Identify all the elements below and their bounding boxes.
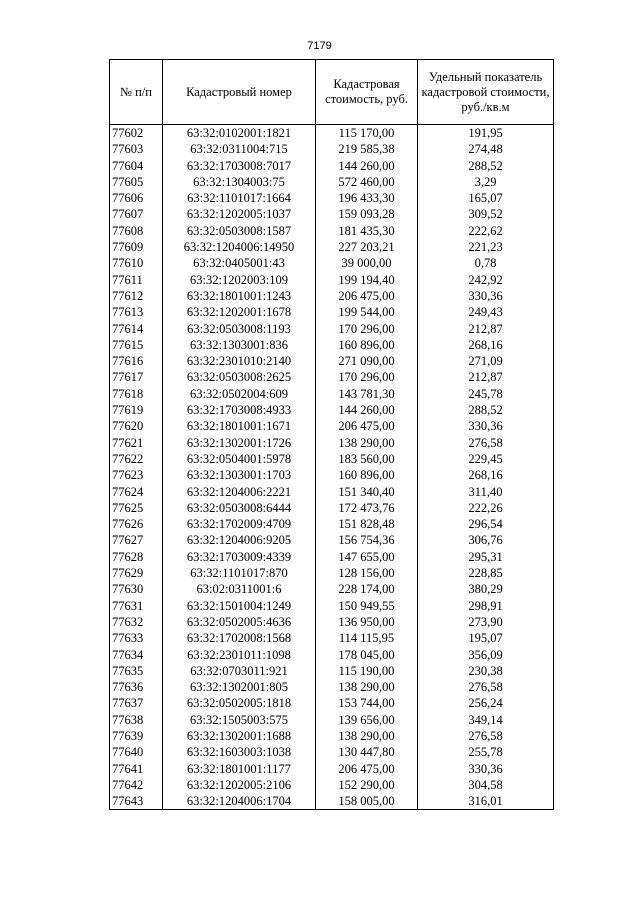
cell-cadastral-value: 153 744,00 — [316, 695, 418, 711]
cell-specific-indicator: 274,48 — [418, 141, 554, 157]
table-row — [110, 353, 554, 369]
header-num: № п/п — [110, 60, 163, 125]
cell-cadastral-value: 150 949,55 — [316, 598, 418, 614]
cell-num: 77624 — [110, 484, 163, 500]
cell-num: 77603 — [110, 141, 163, 157]
table-row — [110, 679, 554, 695]
cell-specific-indicator: 273,90 — [418, 614, 554, 630]
table-row — [110, 451, 554, 467]
table-row — [110, 695, 554, 711]
cell-num: 77611 — [110, 272, 163, 288]
cell-specific-indicator: 268,16 — [418, 337, 554, 353]
cell-cadastral-value: 39 000,00 — [316, 255, 418, 271]
cell-cadastral-number: 63:32:1204006:14950 — [163, 239, 316, 255]
cell-specific-indicator: 330,36 — [418, 418, 554, 434]
cell-cadastral-number: 63:32:1801001:1671 — [163, 418, 316, 434]
cell-cadastral-value: 206 475,00 — [316, 418, 418, 434]
cell-cadastral-value: 152 290,00 — [316, 777, 418, 793]
table-row — [110, 206, 554, 222]
cell-cadastral-number: 63:32:1202005:2106 — [163, 777, 316, 793]
cell-num: 77625 — [110, 500, 163, 516]
cell-num: 77620 — [110, 418, 163, 434]
cadastral-table — [109, 59, 554, 810]
cell-num: 77622 — [110, 451, 163, 467]
cell-num: 77635 — [110, 663, 163, 679]
cell-num: 77606 — [110, 190, 163, 206]
cell-cadastral-value: 572 460,00 — [316, 174, 418, 190]
cell-cadastral-value: 147 655,00 — [316, 549, 418, 565]
cell-cadastral-value: 136 950,00 — [316, 614, 418, 630]
cell-cadastral-value: 130 447,80 — [316, 744, 418, 760]
cell-cadastral-value: 219 585,38 — [316, 141, 418, 157]
cell-cadastral-value: 159 093,28 — [316, 206, 418, 222]
cell-cadastral-value: 160 896,00 — [316, 337, 418, 353]
cell-num: 77613 — [110, 304, 163, 320]
cell-specific-indicator: 288,52 — [418, 158, 554, 174]
table-row — [110, 793, 554, 810]
table-row — [110, 223, 554, 239]
cell-specific-indicator: 330,36 — [418, 761, 554, 777]
cell-num: 77630 — [110, 581, 163, 597]
table-row — [110, 630, 554, 646]
cell-cadastral-value: 144 260,00 — [316, 402, 418, 418]
table-row — [110, 288, 554, 304]
cell-num: 77637 — [110, 695, 163, 711]
cell-specific-indicator: 380,29 — [418, 581, 554, 597]
cell-cadastral-value: 128 156,00 — [316, 565, 418, 581]
cell-specific-indicator: 255,78 — [418, 744, 554, 760]
cell-cadastral-number: 63:32:0311004:715 — [163, 141, 316, 157]
cell-cadastral-number: 63:32:1703008:7017 — [163, 158, 316, 174]
cell-specific-indicator: 191,95 — [418, 125, 554, 142]
table-row — [110, 647, 554, 663]
header-specific-indicator: Удельный показатель кадастровой стоимости, руб./кв.м — [418, 60, 554, 125]
cell-cadastral-number: 63:32:1101017:870 — [163, 565, 316, 581]
cell-num: 77615 — [110, 337, 163, 353]
cell-specific-indicator: 311,40 — [418, 484, 554, 500]
table-row — [110, 190, 554, 206]
cell-cadastral-value: 115 170,00 — [316, 125, 418, 142]
cell-num: 77618 — [110, 386, 163, 402]
cell-cadastral-number: 63:32:1202003:109 — [163, 272, 316, 288]
cell-cadastral-number: 63:32:1101017:1664 — [163, 190, 316, 206]
cell-cadastral-number: 63:32:0502005:1818 — [163, 695, 316, 711]
cell-num: 77612 — [110, 288, 163, 304]
cell-cadastral-number: 63:32:1801001:1243 — [163, 288, 316, 304]
cell-cadastral-value: 139 656,00 — [316, 712, 418, 728]
cell-cadastral-number: 63:32:1801001:1177 — [163, 761, 316, 777]
cell-num: 77614 — [110, 321, 163, 337]
cell-cadastral-number: 63:32:0102001:1821 — [163, 125, 316, 142]
cell-cadastral-number: 63:32:0502005:4636 — [163, 614, 316, 630]
cell-cadastral-value: 143 781,30 — [316, 386, 418, 402]
cell-specific-indicator: 304,58 — [418, 777, 554, 793]
cell-cadastral-number: 63:32:1304003:75 — [163, 174, 316, 190]
cell-cadastral-number: 63:32:1505003:575 — [163, 712, 316, 728]
cell-num: 77604 — [110, 158, 163, 174]
table-row — [110, 484, 554, 500]
cell-cadastral-value: 170 296,00 — [316, 321, 418, 337]
cell-cadastral-value: 144 260,00 — [316, 158, 418, 174]
cell-num: 77631 — [110, 598, 163, 614]
table-row — [110, 272, 554, 288]
cell-specific-indicator: 221,23 — [418, 239, 554, 255]
cell-specific-indicator: 276,58 — [418, 679, 554, 695]
cell-cadastral-value: 158 005,00 — [316, 793, 418, 810]
cell-cadastral-number: 63:32:1202001:1678 — [163, 304, 316, 320]
cell-cadastral-number: 63:32:2301011:1098 — [163, 647, 316, 663]
cell-cadastral-value: 206 475,00 — [316, 288, 418, 304]
cell-cadastral-value: 151 828,48 — [316, 516, 418, 532]
cell-cadastral-number: 63:32:1703009:4339 — [163, 549, 316, 565]
cell-num: 77640 — [110, 744, 163, 760]
cell-cadastral-value: 199 194,40 — [316, 272, 418, 288]
cell-num: 77643 — [110, 793, 163, 810]
cell-num: 77632 — [110, 614, 163, 630]
cell-cadastral-value: 114 115,95 — [316, 630, 418, 646]
cell-num: 77626 — [110, 516, 163, 532]
header-cadastral-number: Кадастровый номер — [163, 60, 316, 125]
cell-num: 77605 — [110, 174, 163, 190]
table-row — [110, 125, 554, 142]
cell-cadastral-value: 172 473,76 — [316, 500, 418, 516]
cell-num: 77616 — [110, 353, 163, 369]
table-row — [110, 337, 554, 353]
cell-cadastral-number: 63:32:1204006:2221 — [163, 484, 316, 500]
cell-num: 77609 — [110, 239, 163, 255]
cell-num: 77621 — [110, 435, 163, 451]
cell-specific-indicator: 276,58 — [418, 728, 554, 744]
cell-cadastral-value: 178 045,00 — [316, 647, 418, 663]
cell-num: 77641 — [110, 761, 163, 777]
cell-cadastral-value: 138 290,00 — [316, 435, 418, 451]
table-row — [110, 761, 554, 777]
cell-specific-indicator: 295,31 — [418, 549, 554, 565]
cell-specific-indicator: 309,52 — [418, 206, 554, 222]
cell-specific-indicator: 268,16 — [418, 467, 554, 483]
cell-specific-indicator: 256,24 — [418, 695, 554, 711]
cell-cadastral-number: 63:32:1302001:805 — [163, 679, 316, 695]
cell-num: 77628 — [110, 549, 163, 565]
cell-cadastral-value: 183 560,00 — [316, 451, 418, 467]
cell-specific-indicator: 356,09 — [418, 647, 554, 663]
cell-cadastral-value: 115 190,00 — [316, 663, 418, 679]
cell-cadastral-number: 63:32:0504001:5978 — [163, 451, 316, 467]
cell-num: 77623 — [110, 467, 163, 483]
cell-specific-indicator: 330,36 — [418, 288, 554, 304]
cell-num: 77602 — [110, 125, 163, 142]
cell-specific-indicator: 306,76 — [418, 532, 554, 548]
cell-specific-indicator: 222,62 — [418, 223, 554, 239]
table-row — [110, 565, 554, 581]
cell-cadastral-number: 63:32:0703011:921 — [163, 663, 316, 679]
table-row — [110, 549, 554, 565]
cell-num: 77642 — [110, 777, 163, 793]
cell-cadastral-value: 271 090,00 — [316, 353, 418, 369]
cell-specific-indicator: 249,43 — [418, 304, 554, 320]
cell-specific-indicator: 0,78 — [418, 255, 554, 271]
cell-cadastral-value: 227 203,21 — [316, 239, 418, 255]
cell-cadastral-number: 63:32:0503008:2625 — [163, 369, 316, 385]
cell-specific-indicator: 228,85 — [418, 565, 554, 581]
table-row — [110, 663, 554, 679]
table-row — [110, 239, 554, 255]
cell-cadastral-value: 138 290,00 — [316, 679, 418, 695]
cell-cadastral-number: 63:32:0503008:6444 — [163, 500, 316, 516]
cell-num: 77629 — [110, 565, 163, 581]
cell-num: 77610 — [110, 255, 163, 271]
cell-num: 77638 — [110, 712, 163, 728]
table-row — [110, 402, 554, 418]
cell-num: 77617 — [110, 369, 163, 385]
table-row — [110, 418, 554, 434]
cell-cadastral-number: 63:32:0405001:43 — [163, 255, 316, 271]
cell-cadastral-number: 63:32:1302001:1688 — [163, 728, 316, 744]
cell-specific-indicator: 298,91 — [418, 598, 554, 614]
cell-cadastral-number: 63:32:1501004:1249 — [163, 598, 316, 614]
cell-specific-indicator: 316,01 — [418, 793, 554, 810]
table-row — [110, 728, 554, 744]
cell-cadastral-number: 63:32:1303001:1703 — [163, 467, 316, 483]
cell-cadastral-value: 199 544,00 — [316, 304, 418, 320]
cell-num: 77627 — [110, 532, 163, 548]
table-row — [110, 500, 554, 516]
cell-cadastral-number: 63:32:1202005:1037 — [163, 206, 316, 222]
table-row — [110, 532, 554, 548]
cell-specific-indicator: 165,07 — [418, 190, 554, 206]
cell-cadastral-number: 63:32:1702009:4709 — [163, 516, 316, 532]
cell-cadastral-number: 63:02:0311001:6 — [163, 581, 316, 597]
cell-cadastral-value: 156 754,36 — [316, 532, 418, 548]
cell-specific-indicator: 288,52 — [418, 402, 554, 418]
table-row — [110, 304, 554, 320]
cell-specific-indicator: 222,26 — [418, 500, 554, 516]
cell-specific-indicator: 271,09 — [418, 353, 554, 369]
cell-specific-indicator: 212,87 — [418, 321, 554, 337]
table-row — [110, 467, 554, 483]
table-row — [110, 516, 554, 532]
table-row — [110, 174, 554, 190]
cell-cadastral-value: 181 435,30 — [316, 223, 418, 239]
cell-cadastral-number: 63:32:1702008:1568 — [163, 630, 316, 646]
cell-specific-indicator: 230,38 — [418, 663, 554, 679]
cell-cadastral-value: 206 475,00 — [316, 761, 418, 777]
cell-specific-indicator: 245,78 — [418, 386, 554, 402]
cell-cadastral-value: 228 174,00 — [316, 581, 418, 597]
cell-specific-indicator: 229,45 — [418, 451, 554, 467]
cell-specific-indicator: 349,14 — [418, 712, 554, 728]
cell-specific-indicator: 3,29 — [418, 174, 554, 190]
cell-cadastral-number: 63:32:1302001:1726 — [163, 435, 316, 451]
cell-specific-indicator: 296,54 — [418, 516, 554, 532]
cell-num: 77608 — [110, 223, 163, 239]
cell-cadastral-number: 63:32:1204006:9205 — [163, 532, 316, 548]
cell-specific-indicator: 242,92 — [418, 272, 554, 288]
table-row — [110, 255, 554, 271]
table-row — [110, 614, 554, 630]
page-number: 7179 — [307, 40, 332, 52]
table-row — [110, 141, 554, 157]
table-body — [110, 125, 554, 810]
table-row — [110, 712, 554, 728]
cell-num: 77619 — [110, 402, 163, 418]
cell-cadastral-number: 63:32:0503008:1193 — [163, 321, 316, 337]
table-row — [110, 369, 554, 385]
cell-num: 77639 — [110, 728, 163, 744]
cell-cadastral-number: 63:32:1703008:4933 — [163, 402, 316, 418]
cell-cadastral-number: 63:32:0503008:1587 — [163, 223, 316, 239]
cell-num: 77636 — [110, 679, 163, 695]
cell-cadastral-number: 63:32:0502004:609 — [163, 386, 316, 402]
cell-cadastral-number: 63:32:1303001:836 — [163, 337, 316, 353]
table-row — [110, 386, 554, 402]
table-row — [110, 598, 554, 614]
cell-num: 77607 — [110, 206, 163, 222]
cell-cadastral-value: 196 433,30 — [316, 190, 418, 206]
table-row — [110, 321, 554, 337]
cell-cadastral-number: 63:32:2301010:2140 — [163, 353, 316, 369]
table-row — [110, 581, 554, 597]
table-row — [110, 158, 554, 174]
cell-cadastral-number: 63:32:1603003:1038 — [163, 744, 316, 760]
cell-cadastral-value: 170 296,00 — [316, 369, 418, 385]
cell-specific-indicator: 195,07 — [418, 630, 554, 646]
header-cadastral-value: Кадастровая стоимость, руб. — [316, 60, 418, 125]
cell-cadastral-number: 63:32:1204006:1704 — [163, 793, 316, 810]
cell-cadastral-value: 151 340,40 — [316, 484, 418, 500]
table-header-row — [110, 60, 554, 125]
cell-specific-indicator: 212,87 — [418, 369, 554, 385]
table-row — [110, 744, 554, 760]
cell-cadastral-value: 160 896,00 — [316, 467, 418, 483]
cell-num: 77633 — [110, 630, 163, 646]
cell-cadastral-value: 138 290,00 — [316, 728, 418, 744]
cell-specific-indicator: 276,58 — [418, 435, 554, 451]
cell-num: 77634 — [110, 647, 163, 663]
table-row — [110, 435, 554, 451]
table-row — [110, 777, 554, 793]
